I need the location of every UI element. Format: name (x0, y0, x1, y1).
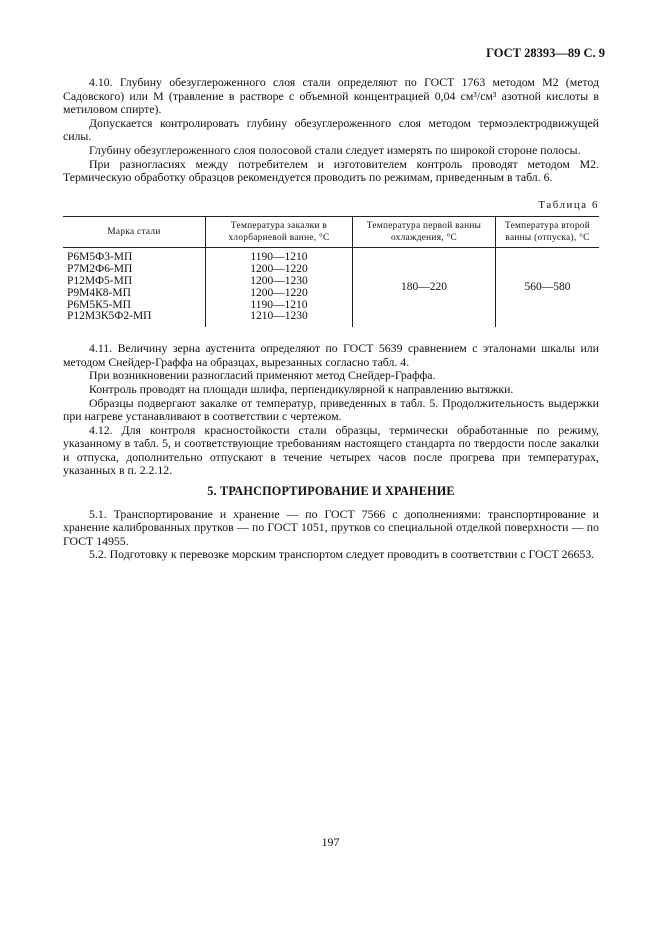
column-header-second-bath: Температура второй ванны (отпуска), °С (496, 217, 600, 248)
paragraph-4-12: 4.12. Для контроля красностойкости стали образцы, термически обработанные по режиму, указанному в табл. 5, и соответствующие требованиям настоящего стандарта по твердости после закалки и отпуска, дополнительно отпускают в течение четырех часов после прогрева при температурах, указанных в п. 2.2.12. (63, 422, 599, 478)
steel-grade: Р12М3К5Ф2-МП (67, 310, 152, 323)
heat-treatment-table (63, 216, 599, 327)
quench-temp: 1190—1210 (250, 251, 308, 264)
paragraph: Контроль проводят на площади шлифа, перпендикулярной к направлению вытяжки. (89, 381, 514, 396)
paragraph-5-2: 5.2. Подготовку к перевозке морским транспортом следует проводить в соответствии с ГОСТ 26653. (89, 547, 595, 562)
steel-grade: Р6М5К5-МП (67, 298, 131, 311)
table-caption: Таблица 6 (538, 198, 599, 211)
section-title: 5. ТРАНСПОРТИРОВАНИЕ И ХРАНЕНИЕ (207, 484, 455, 499)
quench-temp: 1200—1220 (250, 286, 308, 299)
paragraph: Допускается контролировать глубину обезуглероженного слоя методом термоэлектродвижущей силы. (63, 115, 599, 144)
grade-list (63, 248, 206, 327)
page-number: 197 (321, 835, 340, 849)
first-bath-temp: 180—220 (353, 248, 496, 327)
quench-temp: 1200—1220 (250, 263, 308, 276)
column-header-quench: Температура закалки в хлорбариевой ванне, °С (206, 217, 353, 248)
steel-grade: Р7М2Ф6-МП (67, 263, 133, 276)
steel-grade: Р6М5Ф3-МП (67, 251, 133, 264)
paragraph: Образцы подвергают закалке от температур, приведенных в табл. 5. Продолжительность выдержки при нагреве устанавливают в соответствии с чертежом. (63, 395, 599, 424)
paragraph-4-11: 4.11. Величину зерна аустенита определяют по ГОСТ 5639 сравнением с эталонами шкалы или методом Снейдер-Граффа на образцах, вырезанных согласно табл. 4. (63, 341, 599, 369)
paragraph-4-10: 4.10. Глубину обезуглероженного слоя стали определяют по ГОСТ 1763 методом М2 (метод Садовского) или М (травление в растворе с объемной концентрацией 0,04 см³/см³ азотной кислоты в метиловом спирте). (63, 75, 599, 117)
quench-temp: 1210—1230 (250, 310, 308, 323)
document-body (63, 76, 599, 562)
paragraph: Глубину обезуглероженного слоя полосовой стали следует измерять по широкой стороне полосы. (89, 142, 581, 157)
steel-grade: Р9М4К8-МП (67, 286, 131, 299)
column-header-first-bath: Температура первой ванны охлаждения, °С (353, 217, 496, 248)
paragraph: При разногласиях между потребителем и изготовителем контроль проводят методом М2. Термическую обработку образцов рекомендуется проводить по режимам, приведенным в табл. 6. (63, 156, 599, 185)
second-bath-temp: 560—580 (496, 248, 600, 327)
quench-temp: 1200—1230 (250, 274, 308, 287)
steel-grade: Р12МФ5-МП (67, 274, 133, 287)
paragraph-5-1: 5.1. Транспортирование и хранение — по ГОСТ 7566 с дополнениями: транспортирование и хранение калиброванных прутков — по ГОСТ 1051, прутков со специальной отделкой поверхности — по ГОСТ 14955. (63, 506, 599, 548)
quench-temp-list (206, 248, 353, 327)
column-header-grade: Марка стали (63, 217, 206, 248)
spacer (63, 327, 599, 342)
quench-temp: 1190—1210 (250, 298, 308, 311)
page-header: ГОСТ 28393—89 С. 9 (486, 46, 605, 60)
paragraph: При возникновении разногласий применяют метод Снейдер-Граффа. (89, 368, 436, 383)
